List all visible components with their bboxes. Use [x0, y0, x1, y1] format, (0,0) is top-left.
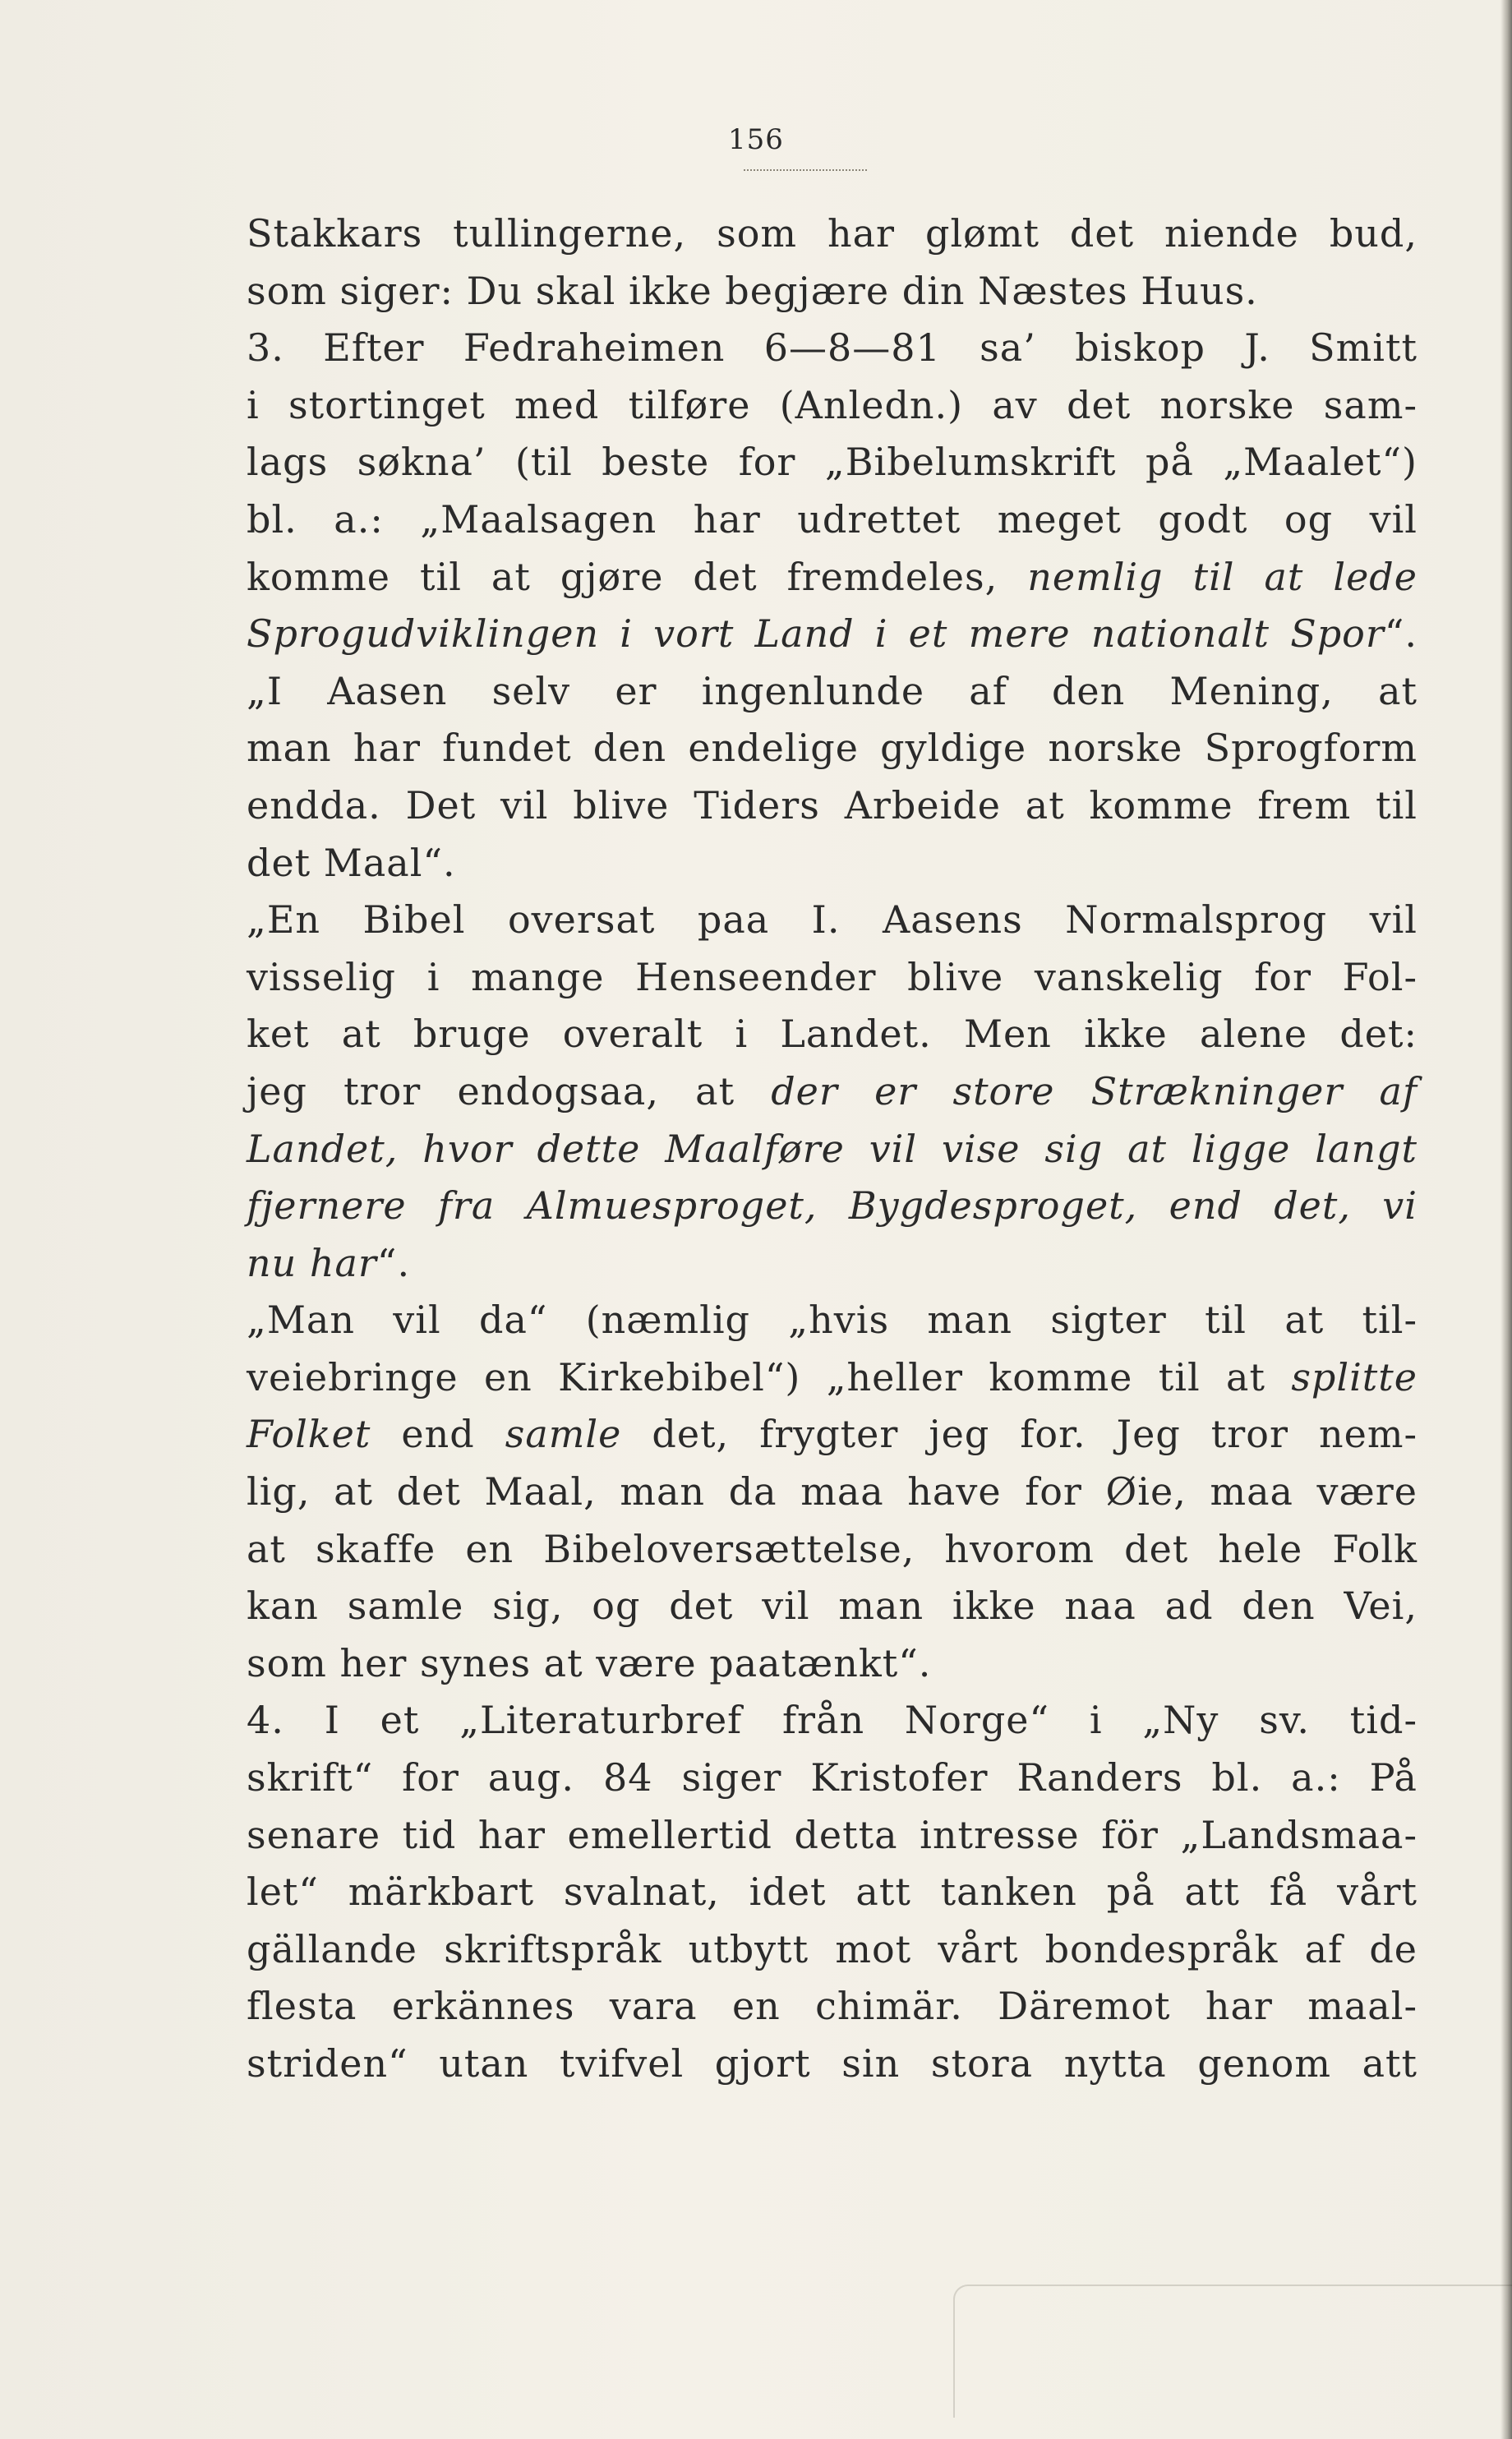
text-line — [247, 377, 1418, 435]
text-run: 3. Efter Fedraheimen 6—8—81 sa’ biskop J. Smitt — [247, 325, 1418, 371]
italic-text: Landet, hvor dette Maalføre vil vise sig at ligge langt — [247, 1126, 1418, 1171]
text-run: „En Bibel oversat paa I. Aasens Normalsprog vil — [247, 897, 1418, 943]
text-run: at skaffe en Bibeloversættelse, hvorom det hele Folk — [247, 1526, 1418, 1571]
paper-corner-mark — [953, 2285, 1512, 2418]
text-line — [247, 777, 1418, 835]
page-number: 156 — [728, 123, 784, 156]
italic-text: nu har — [247, 1240, 377, 1285]
italic-text: splitte — [1291, 1354, 1418, 1399]
text-line — [247, 1521, 1418, 1579]
text-line — [247, 1178, 1418, 1235]
text-line — [247, 1006, 1418, 1063]
text-line — [247, 663, 1418, 721]
text-line — [247, 835, 1418, 892]
text-run: “. — [376, 1240, 411, 1285]
text-run: end — [371, 1412, 505, 1457]
italic-text: Folket — [247, 1412, 371, 1457]
text-run: flesta erkännes vara en chimär. Däremot har maal- — [247, 1984, 1418, 2029]
text-line — [247, 549, 1418, 606]
text-line — [247, 1349, 1418, 1407]
body-text — [247, 205, 1418, 2093]
text-line — [247, 606, 1418, 663]
text-line — [247, 1921, 1418, 1979]
text-run: „Man vil da“ (næmlig „hvis man sigter til at til- — [247, 1298, 1418, 1343]
text-line — [247, 205, 1418, 263]
text-run: visselig i mange Henseender blive vanskelig for Fol- — [247, 954, 1418, 999]
italic-text: fjernere fra Almuesproget, Bygdesproget, end det, vi — [247, 1183, 1418, 1229]
text-line — [247, 949, 1418, 1007]
text-line — [247, 434, 1418, 491]
text-run: “. — [1384, 611, 1418, 657]
text-run: i stortinget med tilføre (Anledn.) av det norske sam- — [247, 382, 1418, 427]
text-run: skrift“ for aug. 84 siger Kristofer Randers bl. a.: På — [247, 1755, 1418, 1800]
text-run: 4. I et „Literaturbref från Norge“ i „Ny sv. tid- — [247, 1698, 1418, 1743]
text-run: det Maal“. — [247, 840, 456, 885]
text-line — [247, 263, 1418, 320]
text-run: lig, at det Maal, man da maa have for Øie, maa være — [247, 1469, 1418, 1515]
text-line — [247, 1406, 1418, 1464]
text-run: jeg tror endogsaa, at — [247, 1068, 772, 1113]
text-run: let“ märkbart svalnat, idet att tanken på att få vårt — [247, 1870, 1418, 1915]
text-line — [247, 1292, 1418, 1349]
italic-text: nemlig til at lede — [1027, 554, 1418, 599]
text-line — [247, 1121, 1418, 1178]
text-run: man har fundet den endelige gyldige norske Sprogform — [247, 726, 1418, 771]
text-line — [247, 1978, 1418, 2036]
text-run: „I Aasen selv er ingenlunde af den Mening, at — [247, 668, 1418, 713]
italic-text: Sprogudviklingen i vort Land i et mere nationalt Spor — [247, 611, 1385, 657]
text-run: gällande skriftspråk utbytt mot vårt bondespråk af de — [247, 1926, 1418, 1971]
text-line — [247, 491, 1418, 549]
text-line — [247, 720, 1418, 777]
text-run: kan samle sig, og det vil man ikke naa ad den Vei, — [247, 1584, 1418, 1629]
text-line — [247, 1864, 1418, 1921]
text-run: som her synes at være paatænkt“. — [247, 1640, 932, 1685]
text-line — [247, 1464, 1418, 1521]
text-line — [247, 1235, 1418, 1293]
text-run: endda. Det vil blive Tiders Arbeide at komme frem til — [247, 782, 1418, 828]
text-line — [247, 1635, 1418, 1693]
text-run: ket at bruge overalt i Landet. Men ikke alene det: — [247, 1012, 1418, 1057]
text-run: Stakkars tullingerne, som har glømt det niende bud, — [247, 211, 1418, 256]
text-run: komme til at gjøre det fremdeles, — [247, 554, 1028, 599]
text-run: som siger: Du skal ikke begjære din Næstes Huus. — [247, 268, 1258, 313]
text-line — [247, 1063, 1418, 1121]
text-run: bl. a.: „Maalsagen har udrettet meget godt og vil — [247, 496, 1418, 542]
text-run: senare tid har emellertid detta intresse för „Landsmaa- — [247, 1812, 1418, 1857]
page-edge-shadow — [1500, 0, 1512, 2439]
italic-text: der er store Strækninger af — [771, 1068, 1418, 1113]
page-number-ornament — [744, 163, 867, 171]
text-run: det, frygter jeg for. Jeg tror nem- — [621, 1412, 1418, 1457]
text-line — [247, 1807, 1418, 1865]
text-run: striden“ utan tvifvel gjort sin stora nytta genom att — [247, 2041, 1418, 2086]
text-line — [247, 2036, 1418, 2093]
text-run: lags søkna’ (til beste for „Bibelumskrift på „Maalet“) — [247, 440, 1418, 485]
text-line — [247, 1578, 1418, 1635]
text-run: veiebringe en Kirkebibel“) „heller komme til at — [247, 1354, 1292, 1399]
text-line — [247, 892, 1418, 949]
text-line — [247, 320, 1418, 377]
text-line — [247, 1692, 1418, 1750]
text-line — [247, 1750, 1418, 1807]
italic-text: samle — [505, 1412, 622, 1457]
